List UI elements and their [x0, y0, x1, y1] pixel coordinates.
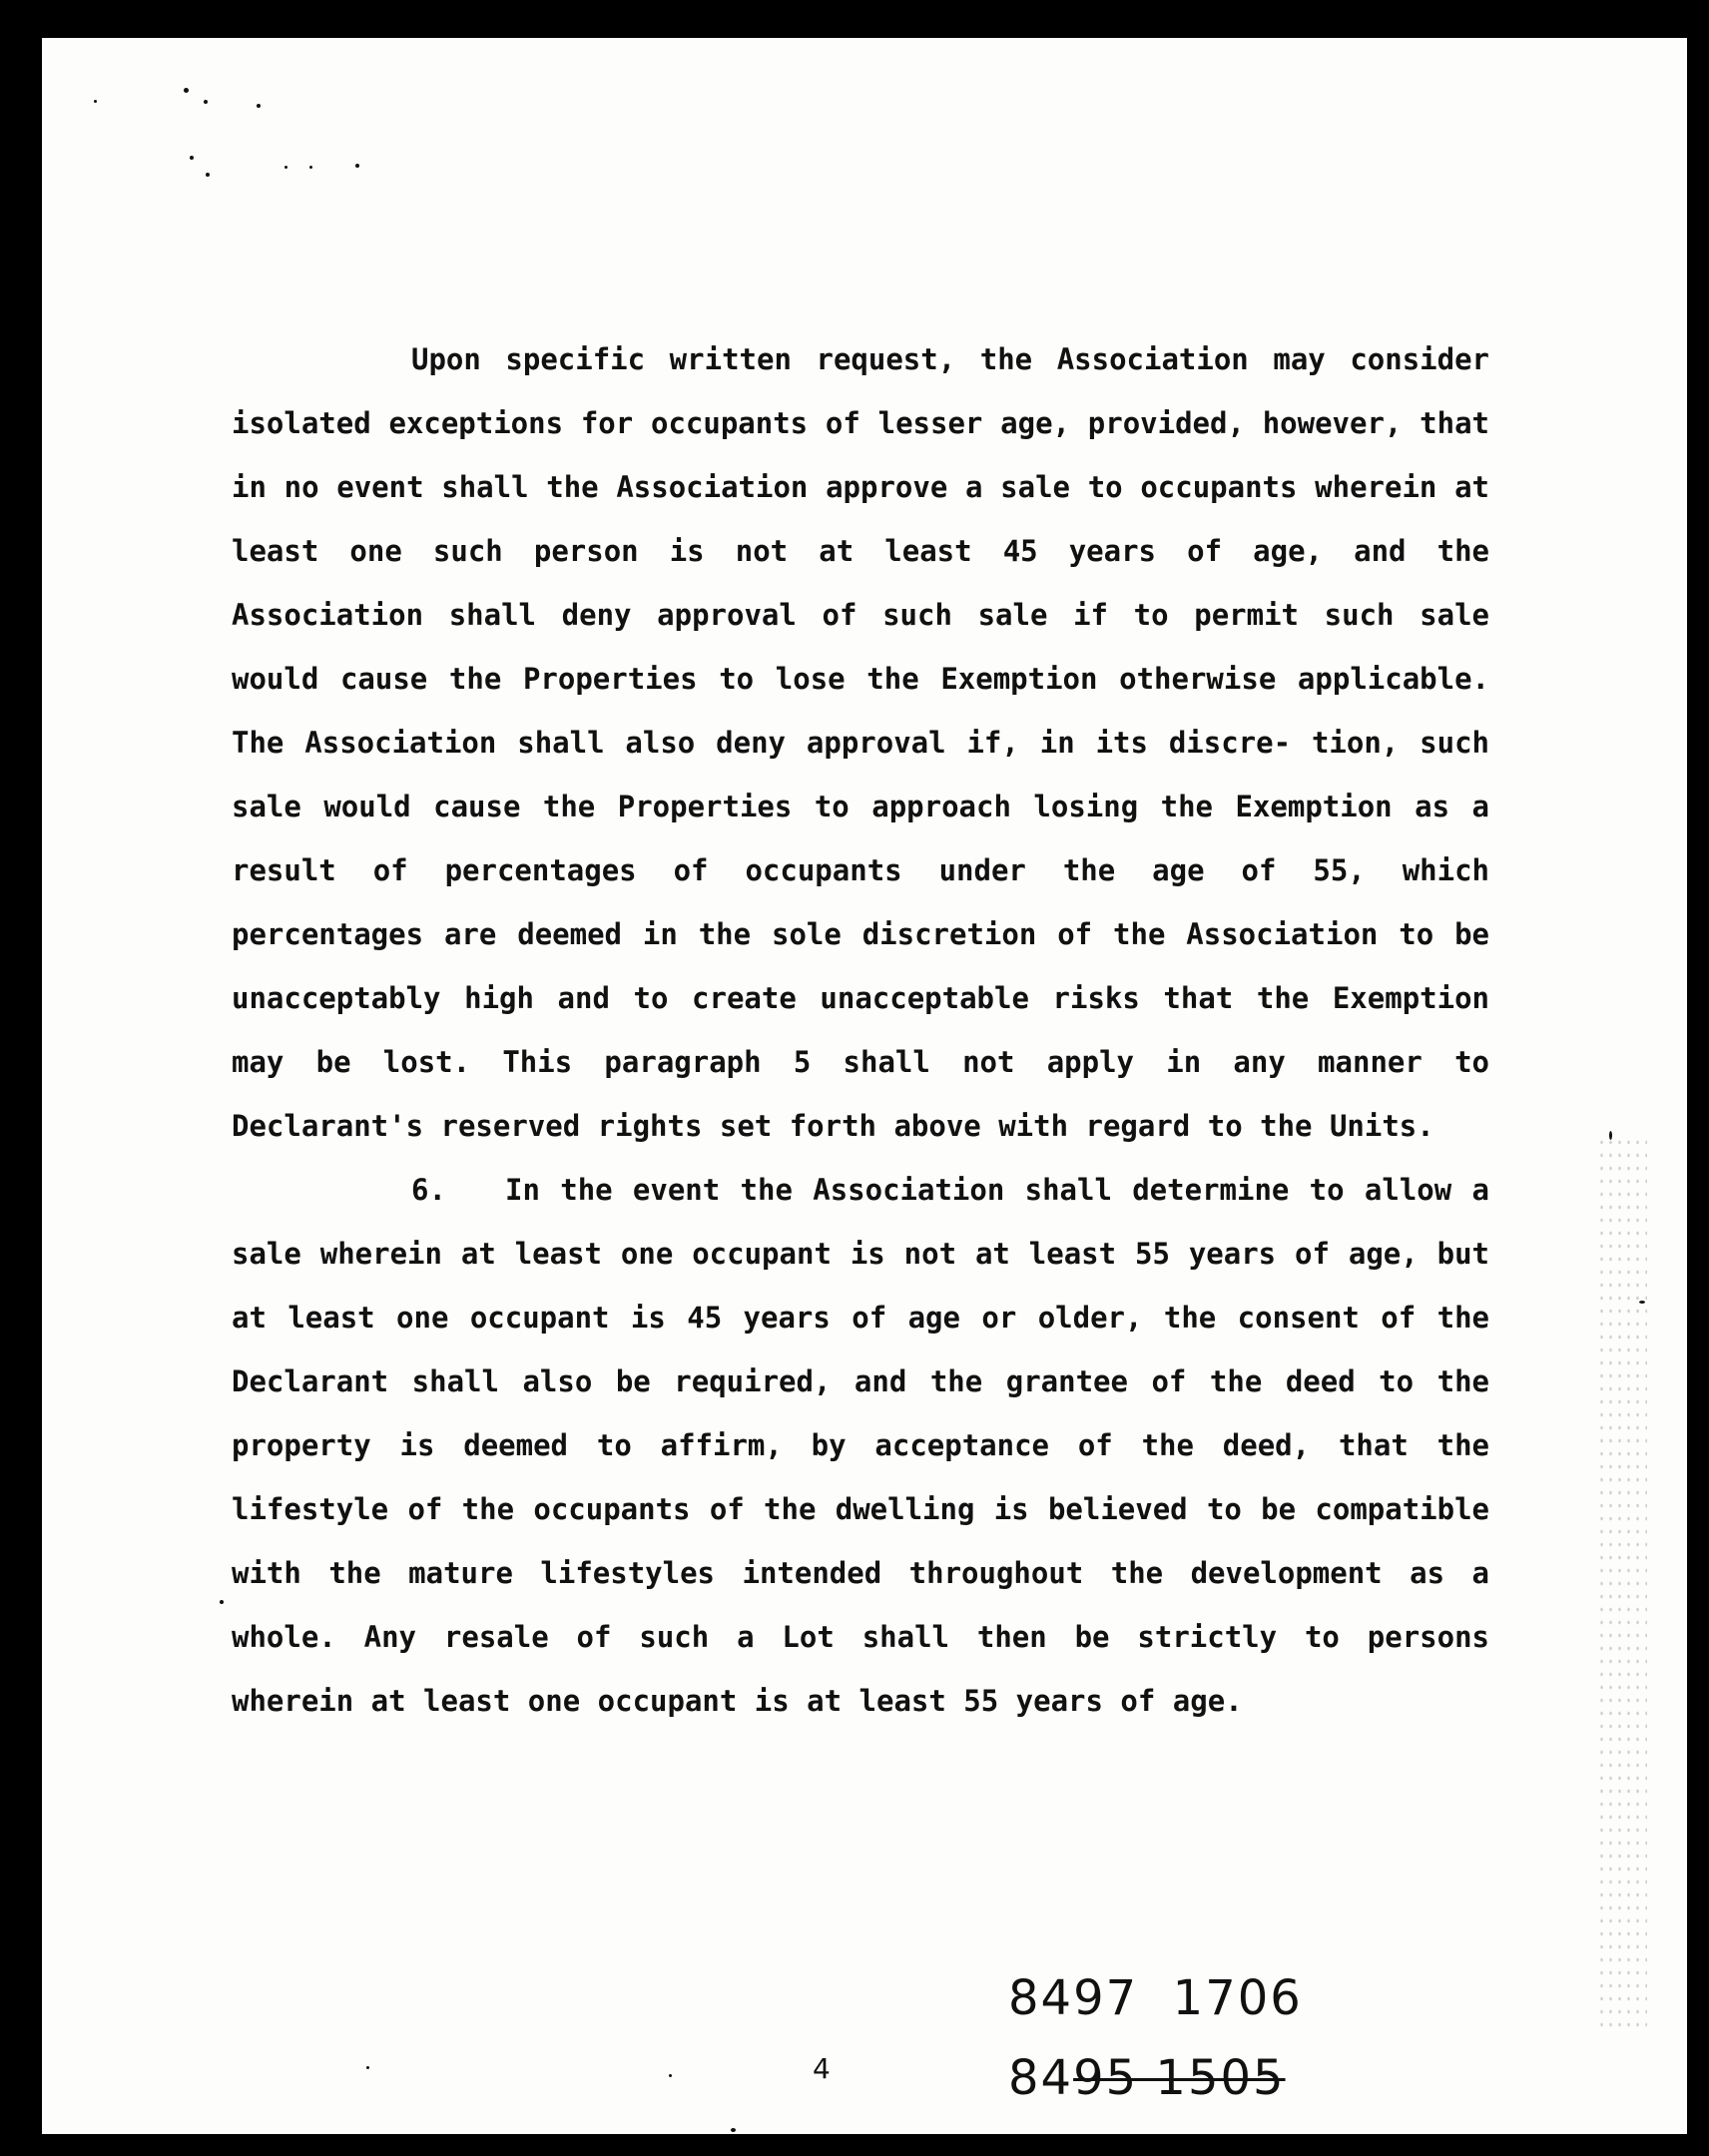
- scan-speck: [184, 88, 189, 93]
- scan-speck: [366, 2066, 369, 2069]
- scan-speck: [204, 100, 208, 104]
- scan-speck: [355, 164, 359, 168]
- paragraph-text: Upon specific written request, the Association may consider isolated exceptions for occupants of lesser age, provided, however, that in no event shall the Association approve a sale to occupants wherein at least one such person is not at least 45 years of age, and the Association shall deny approval of such sale if to permit such sale would cause the Properties to lose the Exemption otherwise applicable. The Association shall also deny approval if, in its discre- tion, such sale would cause the Properties to approach losing the Exemption as a result of percentages of occupants under the age of 55, which percentages are deemed in the sole discretion of the Association to be unacceptably high and to create unacceptable risks that the Exemption may be lost. This paragraph 5 shall not apply in any manner to Declarant's reserved rights set forth above with regard to the Units.: [232, 342, 1489, 1143]
- stamp-old-struck: 95 1505: [1073, 2050, 1286, 2106]
- scan-speck: [731, 2128, 736, 2132]
- document-body: [232, 327, 1489, 1733]
- scan-edge-noise: [1597, 1136, 1647, 2034]
- scan-speck: [285, 166, 287, 169]
- paragraph-number: 6.: [411, 1173, 446, 1207]
- paragraph-6: [232, 1158, 1489, 1733]
- paragraph-text: In the event the Association shall determine to allow a sale wherein at least one occupant is not at least 55 years of age, but at least one occupant is 45 years of age or older, the consent of the Declarant shall also be required, and the grantee of the deed to the property is deemed to affirm, by acceptance of the deed, that the lifestyle of the occupants of the dwelling is believed to be compatible with the mature lifestyles intended throughout the development as a whole. Any resale of such a Lot shall then be strictly to persons wherein at least one occupant is at least 55 years of age.: [232, 1173, 1489, 1718]
- paragraph-5-continuation: [232, 327, 1489, 1158]
- page-number: 4: [813, 2052, 831, 2085]
- document-page: [42, 38, 1687, 2134]
- scan-speck: [257, 104, 261, 108]
- stamp-old-prefix: 84: [1008, 2050, 1074, 2106]
- scan-speck: [190, 156, 194, 160]
- scan-speck: [94, 100, 97, 103]
- recording-stamp-current: 8497 1706: [1008, 1970, 1303, 2026]
- scan-speck: [309, 166, 312, 169]
- scan-speck: [669, 2074, 672, 2077]
- scan-speck: [220, 1600, 224, 1604]
- scan-speck: [206, 173, 210, 177]
- recording-stamp-old: [1008, 2050, 1286, 2106]
